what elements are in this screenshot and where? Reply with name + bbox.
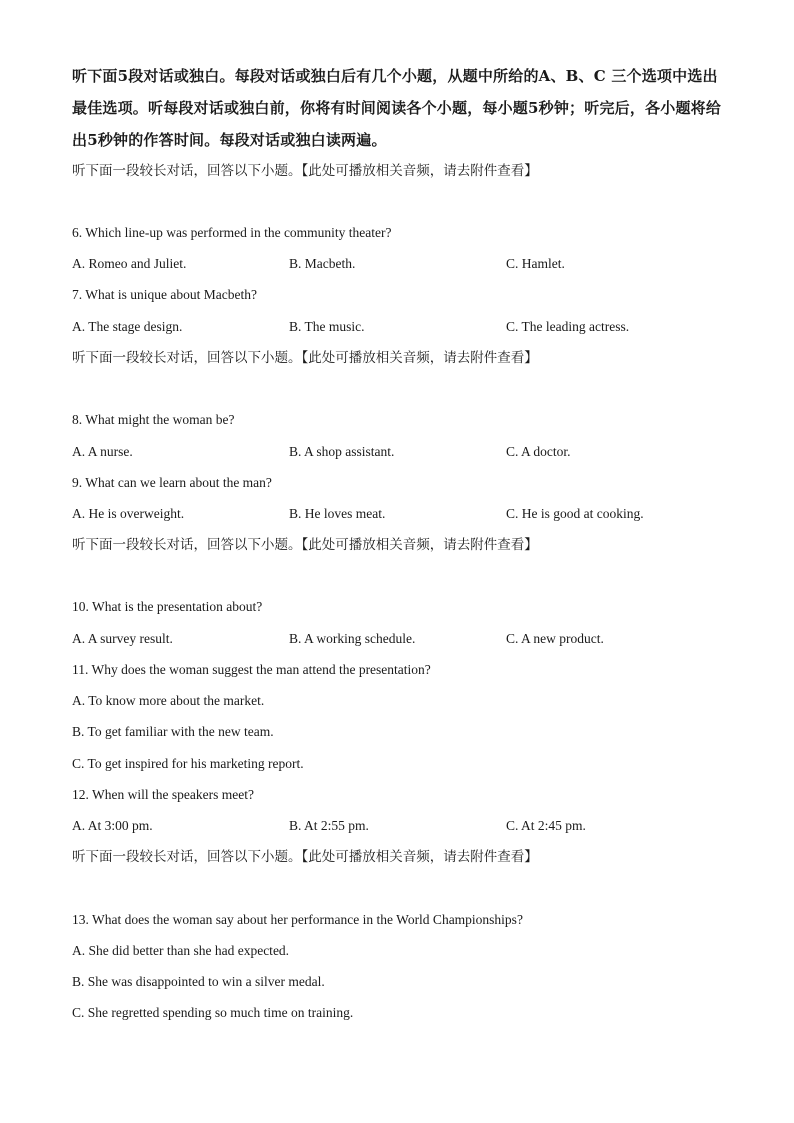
question-6-stem: 6. Which line-up was performed in the community theater? <box>72 225 392 240</box>
question-9-option-a: A. He is overweight. <box>72 506 185 521</box>
audio-note-1: 听下面一段较长对话，回答以下小题。【此处可播放相关音频，请去附件查看】 <box>72 163 538 179</box>
question-10-stem: 10. What is the presentation about? <box>72 599 263 614</box>
question-13-option-a: A. She did better than she had expected. <box>72 943 290 958</box>
question-11-option-b: B. To get familiar with the new team. <box>72 724 274 739</box>
question-6-option-b: B. Macbeth. <box>289 256 356 271</box>
audio-note-2: 听下面一段较长对话，回答以下小题。【此处可播放相关音频，请去附件查看】 <box>72 350 538 366</box>
question-7-option-b: B. The music. <box>289 319 365 334</box>
question-11-stem: 11. Why does the woman suggest the man attend the presentation? <box>72 662 431 677</box>
question-11-option-a: A. To know more about the market. <box>72 693 265 708</box>
question-12-option-c: C. At 2:45 pm. <box>506 818 586 833</box>
section-instructions: 听下面5段对话或独白。每段对话或独白后有几个小题，从题中所给的A、B、C 三个选项中选出最佳选项。听每段对话或独白前，你将有时间阅读各个小题，每小题5秒钟；听完后，各小题将给出5秒钟的作答时间。每段对话或独白读两遍。 <box>72 67 722 149</box>
question-8-option-a: A. A nurse. <box>72 444 133 459</box>
question-9-option-b: B. He loves meat. <box>289 506 386 521</box>
question-13-stem: 13. What does the woman say about her performance in the World Championships? <box>72 912 523 927</box>
audio-note-4: 听下面一段较长对话，回答以下小题。【此处可播放相关音频，请去附件查看】 <box>72 849 538 865</box>
question-9-option-c: C. He is good at cooking. <box>506 506 644 521</box>
question-6-option-c: C. Hamlet. <box>506 256 565 271</box>
question-12-option-b: B. At 2:55 pm. <box>289 818 369 833</box>
question-9-stem: 9. What can we learn about the man? <box>72 475 272 490</box>
question-12-option-a: A. At 3:00 pm. <box>72 818 153 833</box>
question-11-option-c: C. To get inspired for his marketing report. <box>72 756 304 771</box>
question-13-option-c: C. She regretted spending so much time on training. <box>72 1005 354 1020</box>
question-8-option-c: C. A doctor. <box>506 444 571 459</box>
question-8-stem: 8. What might the woman be? <box>72 412 235 427</box>
question-6-option-a: A. Romeo and Juliet. <box>72 256 187 271</box>
question-8-option-b: B. A shop assistant. <box>289 444 395 459</box>
question-12-stem: 12. When will the speakers meet? <box>72 787 254 802</box>
question-13-option-b: B. She was disappointed to win a silver medal. <box>72 974 325 989</box>
question-10-option-c: C. A new product. <box>506 631 604 646</box>
question-7-option-a: A. The stage design. <box>72 319 183 334</box>
question-10-option-a: A. A survey result. <box>72 631 173 646</box>
question-10-option-b: B. A working schedule. <box>289 631 416 646</box>
audio-note-3: 听下面一段较长对话，回答以下小题。【此处可播放相关音频，请去附件查看】 <box>72 537 538 553</box>
question-7-stem: 7. What is unique about Macbeth? <box>72 287 257 302</box>
question-7-option-c: C. The leading actress. <box>506 319 630 334</box>
